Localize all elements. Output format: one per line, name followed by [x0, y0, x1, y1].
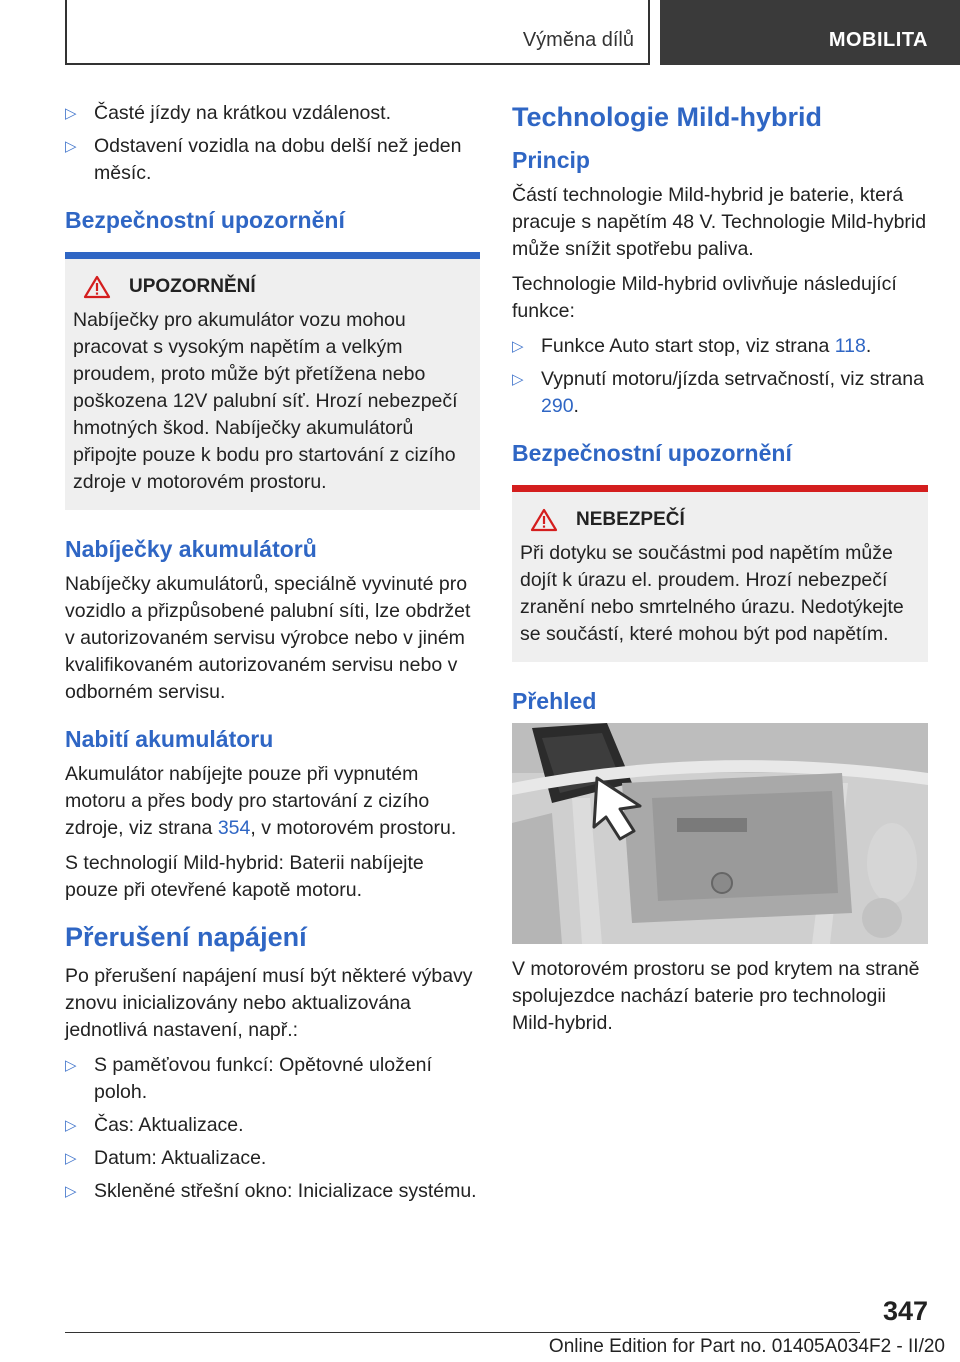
danger-box — [512, 485, 928, 662]
intro-list — [65, 100, 480, 187]
danger-title: NEBEZPEČÍ — [576, 509, 685, 530]
list-item: ▷ Datum: Aktualizace. — [65, 1145, 480, 1172]
right-safety-heading: Bezpečnostní upozornění — [512, 440, 792, 466]
bullet-triangle-icon: ▷ — [512, 371, 524, 388]
bullet-triangle-icon: ▷ — [65, 1057, 77, 1074]
interrupt-text: Po přerušení napájení musí být některé výbavy znovu inicializovány nebo aktualizována jednotlivá nastavení, např.: — [65, 965, 473, 1041]
footer-edition: Online Edition for Part no. 01405A034F2 - II/20 — [548, 1336, 945, 1357]
header-chapter-title: MOBILITA — [828, 29, 928, 51]
warning-triangle-icon — [530, 508, 558, 532]
page-link-354[interactable]: 354 — [217, 817, 251, 839]
charging-text: Akumulátor nabíjejte pouze při vypnutém motoru a přes body pro startování z cizího zdroje, viz strana 354, v motorovém prostoru. — [65, 763, 457, 839]
list-item: ▷ Časté jízdy na krátkou vzdálenost. — [65, 100, 480, 127]
warning-triangle-icon — [83, 275, 111, 299]
engine-bay-photo — [512, 723, 928, 944]
bullet-triangle-icon: ▷ — [512, 338, 524, 355]
function-list — [512, 333, 928, 420]
overview-heading: Přehled — [512, 688, 597, 714]
page-link-118[interactable]: 118 — [834, 335, 866, 357]
principle-text: Částí technologie Mild-hybrid je baterie, která pracuje s napětím 48 V. Technologie Mild-hybrid může snížit spotřebu paliva. — [512, 184, 927, 260]
bullet-triangle-icon: ▷ — [65, 1150, 77, 1167]
influence-text: Technologie Mild-hybrid ovlivňuje následující funkce: — [512, 273, 897, 322]
bullet-triangle-icon: ▷ — [65, 138, 77, 155]
list-item: ▷ Čas: Aktualizace. — [65, 1112, 480, 1139]
interrupt-list — [65, 1052, 480, 1205]
list-item: ▷ Funkce Auto start stop, viz strana 118. — [512, 333, 928, 360]
page-link-290[interactable]: 290 — [541, 395, 574, 417]
warning-text: Nabíječky pro akumulátor vozu mohou pracovat s vysokým napětím a velkým proudem, proto může být přetížena nebo poškozena 12V palubní síť. Hrozí nebezpečí hmotných škod. Nabíječky akumulátorů připojte pouze k bodu pro startování z cizího zdroje v motorovém prostoru. — [73, 309, 458, 493]
list-item: ▷ Odstavení vozidla na dobu delší než jeden měsíc. — [65, 135, 462, 184]
chargers-heading: Nabíječky akumulátorů — [65, 536, 317, 562]
header-section-title: Výměna dílů — [522, 29, 634, 51]
principle-heading: Princip — [512, 147, 590, 173]
charging-heading: Nabití akumulátoru — [65, 726, 274, 752]
tech-heading: Technologie Mild-hybrid — [512, 102, 822, 132]
page-number: 347 — [882, 1296, 928, 1326]
list-item: ▷ Vypnutí motoru/jízda setrvačností, viz strana 290. — [512, 368, 924, 417]
mild-hybrid-charging-text: S technologií Mild-hybrid: Baterii nabíjejte pouze při otevřené kapotě motoru. — [65, 852, 424, 901]
bullet-triangle-icon: ▷ — [65, 1117, 77, 1134]
header-section-box — [65, 0, 650, 65]
danger-text: Při dotyku se součástmi pod napětím může dojít k úrazu el. proudem. Hrozí nebezpečí zranění nebo smrtelného úrazu. Nedotýkejte se součástí, které mohou být pod napětím. — [520, 542, 904, 645]
chargers-text: Nabíječky akumulátorů, speciálně vyvinuté pro vozidlo a přizpůsobené palubní síti, lze obdržet v autorizovaném servisu výrobce nebo v jiném kvalifikovaném autorizovaném servisu nebo v odborném servisu. — [65, 573, 471, 703]
overview-caption: V motorovém prostoru se pod krytem na straně spolujezdce nachází baterie pro technologii Mild-hybrid. — [512, 958, 920, 1034]
header-chapter-box — [660, 0, 960, 65]
warning-box — [65, 252, 480, 510]
bullet-triangle-icon: ▷ — [65, 105, 77, 122]
bullet-triangle-icon: ▷ — [65, 1183, 77, 1200]
right-column — [512, 100, 928, 1045]
list-item: ▷ Skleněné střešní okno: Inicializace systému. — [65, 1178, 480, 1205]
left-column — [65, 100, 480, 1211]
safety-heading: Bezpečnostní upozornění — [65, 207, 345, 233]
warning-title: UPOZORNĚNÍ — [129, 276, 256, 297]
list-item: ▷ S paměťovou funkcí: Opětovné uložení poloh. — [65, 1054, 432, 1103]
interrupt-heading: Přerušení napájení — [65, 922, 307, 952]
footer-divider — [65, 1332, 860, 1333]
